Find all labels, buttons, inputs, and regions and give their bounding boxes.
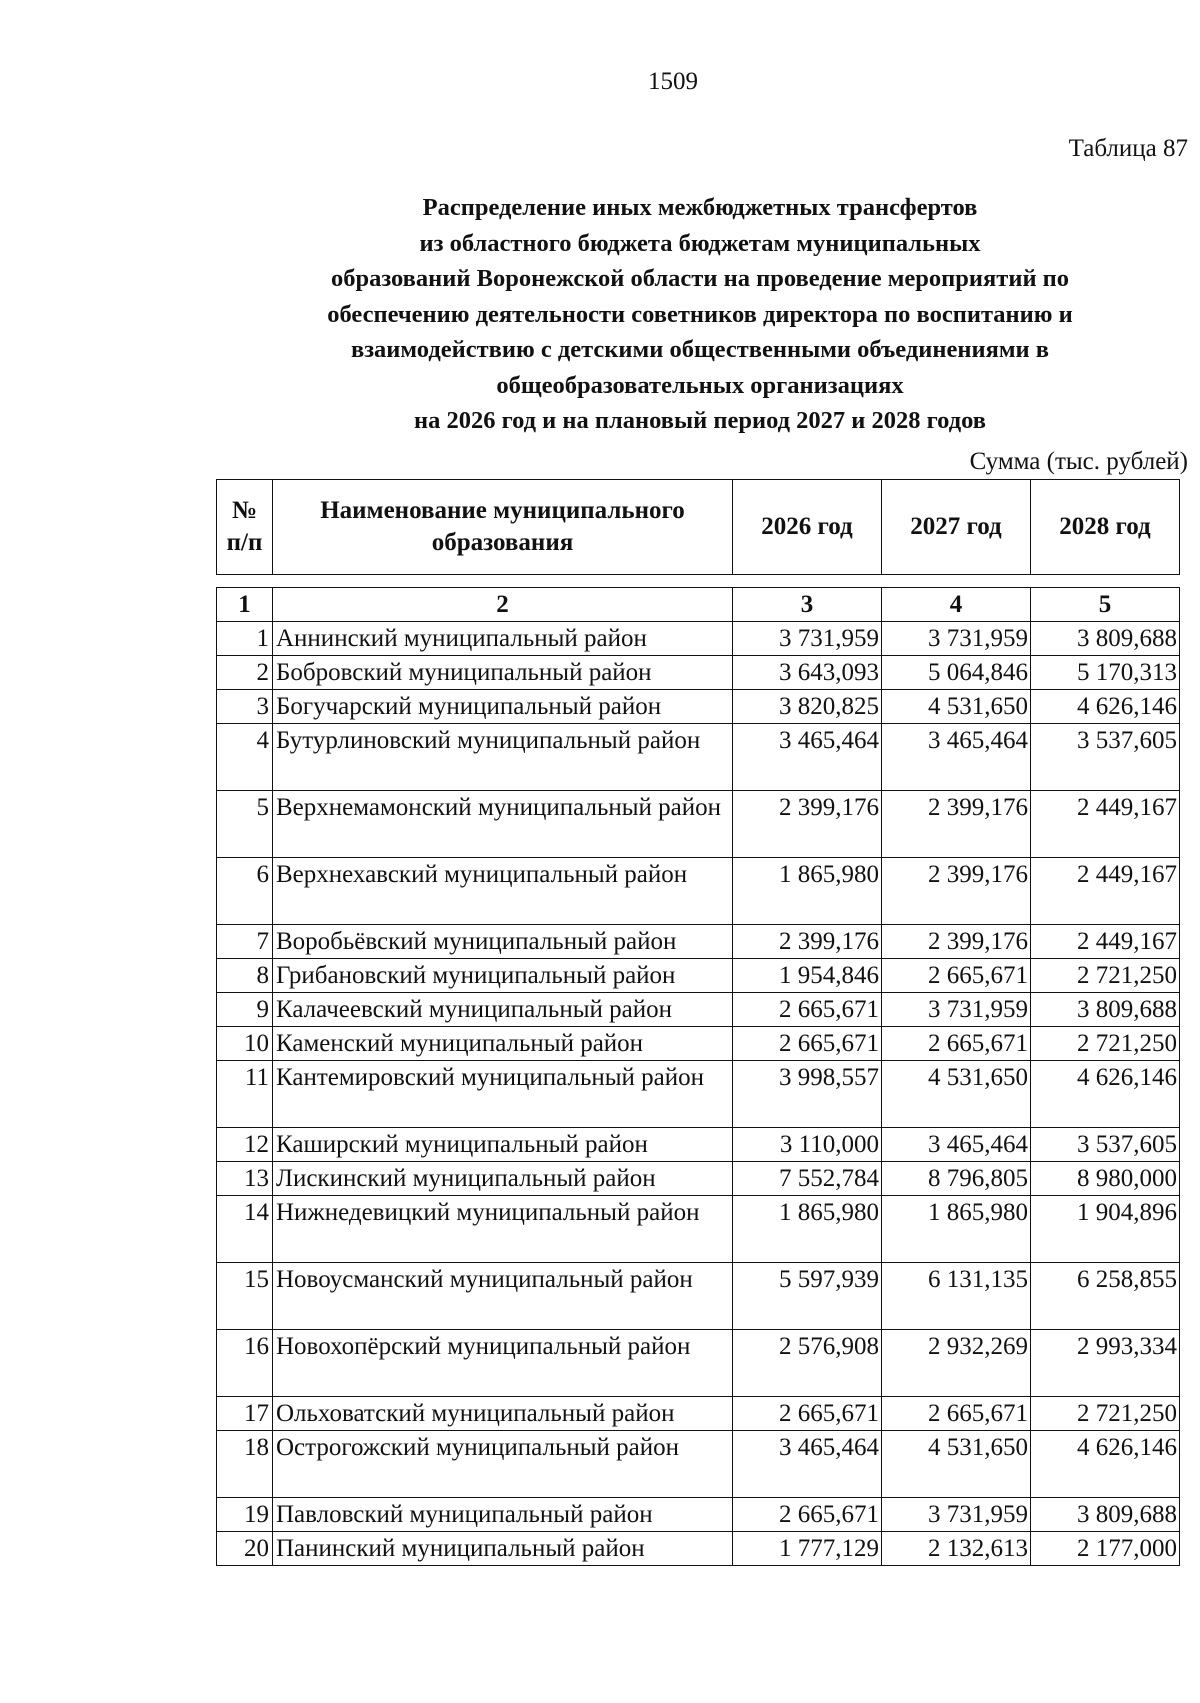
row-name: Бутурлиновский муниципальный район — [273, 724, 733, 791]
value-2028: 3 809,688 — [1031, 622, 1180, 656]
table-row — [217, 724, 1180, 791]
title-line: образований Воронежской области на проведение мероприятий по — [330, 265, 1070, 292]
value-2027: 2 399,176 — [882, 791, 1031, 858]
units-label: Сумма (тыс. рублей) — [969, 448, 1188, 475]
row-number: 6 — [217, 858, 273, 925]
value-2028: 2 721,250 — [1031, 1027, 1180, 1061]
value-2028: 2 449,167 — [1031, 858, 1180, 925]
row-number: 18 — [217, 1431, 273, 1498]
value-2028: 2 177,000 — [1031, 1532, 1180, 1566]
page-number: 1509 — [648, 68, 698, 95]
value-2027: 3 731,959 — [882, 1498, 1031, 1532]
value-2027: 2 932,269 — [882, 1330, 1031, 1397]
header-2028: 2028 год — [1031, 480, 1180, 575]
row-number: 19 — [217, 1498, 273, 1532]
row-number: 1 — [217, 622, 273, 656]
value-2026: 3 820,825 — [733, 690, 882, 724]
value-2027: 1 865,980 — [882, 1196, 1031, 1263]
value-2026: 3 998,557 — [733, 1061, 882, 1128]
row-name: Нижнедевицкий муниципальный район — [273, 1196, 733, 1263]
table-row — [217, 858, 1180, 925]
row-name: Богучарский муниципальный район — [273, 690, 733, 724]
table-header — [216, 479, 1180, 575]
row-number: 12 — [217, 1128, 273, 1162]
row-name: Панинский муниципальный район — [273, 1532, 733, 1566]
index-cell: 1 — [217, 588, 273, 622]
value-2026: 3 731,959 — [733, 622, 882, 656]
row-name: Воробьёвский муниципальный район — [273, 925, 733, 959]
value-2027: 5 064,846 — [882, 656, 1031, 690]
table-row — [217, 622, 1180, 656]
value-2028: 3 537,605 — [1031, 724, 1180, 791]
value-2026: 2 665,671 — [733, 993, 882, 1027]
value-2028: 4 626,146 — [1031, 690, 1180, 724]
value-2027: 4 531,650 — [882, 690, 1031, 724]
row-number: 7 — [217, 925, 273, 959]
column-index-row — [217, 588, 1180, 622]
header-name: Наименование муниципального образования — [273, 480, 733, 575]
value-2028: 3 537,605 — [1031, 1128, 1180, 1162]
title-line: на 2026 год и на плановый период 2027 и 2028 годов — [413, 407, 986, 434]
header-2026: 2026 год — [733, 480, 882, 575]
header-num: № п/п — [217, 480, 273, 575]
value-2026: 5 597,939 — [733, 1263, 882, 1330]
table-row — [217, 1431, 1180, 1498]
row-name: Калачеевский муниципальный район — [273, 993, 733, 1027]
header-row — [217, 480, 1180, 575]
row-name: Аннинский муниципальный район — [273, 622, 733, 656]
table-row — [217, 791, 1180, 858]
value-2027: 6 131,135 — [882, 1263, 1031, 1330]
row-number: 15 — [217, 1263, 273, 1330]
document-title — [230, 190, 1170, 439]
value-2028: 5 170,313 — [1031, 656, 1180, 690]
table-label: Таблица 87 — [1068, 135, 1188, 162]
value-2026: 3 465,464 — [733, 1431, 882, 1498]
row-name: Лискинский муниципальный район — [273, 1162, 733, 1196]
row-number: 16 — [217, 1330, 273, 1397]
table-row — [217, 1397, 1180, 1431]
table-row — [217, 925, 1180, 959]
value-2026: 2 399,176 — [733, 791, 882, 858]
value-2028: 3 809,688 — [1031, 1498, 1180, 1532]
value-2026: 2 665,671 — [733, 1397, 882, 1431]
index-cell: 5 — [1031, 588, 1180, 622]
table-row — [217, 959, 1180, 993]
table-row — [217, 1162, 1180, 1196]
value-2027: 2 665,671 — [882, 1027, 1031, 1061]
row-number: 20 — [217, 1532, 273, 1566]
row-name: Павловский муниципальный район — [273, 1498, 733, 1532]
row-number: 2 — [217, 656, 273, 690]
value-2026: 2 399,176 — [733, 925, 882, 959]
value-2027: 2 665,671 — [882, 1397, 1031, 1431]
value-2026: 1 954,846 — [733, 959, 882, 993]
row-name: Каширский муниципальный район — [273, 1128, 733, 1162]
row-number: 9 — [217, 993, 273, 1027]
value-2026: 7 552,784 — [733, 1162, 882, 1196]
value-2027: 2 665,671 — [882, 959, 1031, 993]
title-line: обеспечению деятельности советников директора по воспитанию и — [327, 300, 1073, 328]
title-line: взаимодействию с детскими общественными объединениями в — [350, 336, 1049, 363]
row-number: 11 — [217, 1061, 273, 1128]
table-row — [217, 690, 1180, 724]
value-2026: 1 777,129 — [733, 1532, 882, 1566]
value-2026: 3 465,464 — [733, 724, 882, 791]
value-2028: 2 449,167 — [1031, 925, 1180, 959]
value-2028: 4 626,146 — [1031, 1061, 1180, 1128]
row-number: 4 — [217, 724, 273, 791]
data-table — [216, 587, 1180, 1566]
value-2028: 1 904,896 — [1031, 1196, 1180, 1263]
table-row — [217, 1027, 1180, 1061]
row-name: Каменский муниципальный район — [273, 1027, 733, 1061]
value-2028: 2 993,334 — [1031, 1330, 1180, 1397]
row-name: Кантемировский муниципальный район — [273, 1061, 733, 1128]
row-name: Грибановский муниципальный район — [273, 959, 733, 993]
table-row — [217, 1330, 1180, 1397]
row-number: 17 — [217, 1397, 273, 1431]
value-2026: 3 110,000 — [733, 1128, 882, 1162]
row-name: Острогожский муниципальный район — [273, 1431, 733, 1498]
value-2026: 2 576,908 — [733, 1330, 882, 1397]
value-2027: 2 132,613 — [882, 1532, 1031, 1566]
title-line: общеобразовательных организациях — [496, 371, 904, 399]
title-line: Распределение иных межбюджетных трансфертов — [422, 194, 978, 221]
index-cell: 4 — [882, 588, 1031, 622]
value-2027: 3 465,464 — [882, 724, 1031, 791]
index-cell: 3 — [733, 588, 882, 622]
value-2028: 8 980,000 — [1031, 1162, 1180, 1196]
value-2028: 2 721,250 — [1031, 959, 1180, 993]
table-row — [217, 1128, 1180, 1162]
value-2027: 3 731,959 — [882, 993, 1031, 1027]
value-2028: 4 626,146 — [1031, 1431, 1180, 1498]
table-row — [217, 1263, 1180, 1330]
value-2026: 3 643,093 — [733, 656, 882, 690]
row-name: Бобровский муниципальный район — [273, 656, 733, 690]
value-2027: 4 531,650 — [882, 1431, 1031, 1498]
value-2026: 1 865,980 — [733, 858, 882, 925]
table-row — [217, 993, 1180, 1027]
value-2027: 3 465,464 — [882, 1128, 1031, 1162]
table-row — [217, 1196, 1180, 1263]
value-2027: 4 531,650 — [882, 1061, 1031, 1128]
value-2026: 2 665,671 — [733, 1027, 882, 1061]
header-2027: 2027 год — [882, 480, 1031, 575]
row-number: 10 — [217, 1027, 273, 1061]
row-name: Верхнемамонский муниципальный район — [273, 791, 733, 858]
value-2028: 2 721,250 — [1031, 1397, 1180, 1431]
table-row — [217, 656, 1180, 690]
table-row — [217, 1532, 1180, 1566]
row-name: Ольховатский муниципальный район — [273, 1397, 733, 1431]
value-2026: 1 865,980 — [733, 1196, 882, 1263]
table-row — [217, 1061, 1180, 1128]
value-2028: 6 258,855 — [1031, 1263, 1180, 1330]
row-number: 8 — [217, 959, 273, 993]
row-name: Верхнехавский муниципальный район — [273, 858, 733, 925]
value-2027: 2 399,176 — [882, 925, 1031, 959]
value-2027: 2 399,176 — [882, 858, 1031, 925]
index-cell: 2 — [273, 588, 733, 622]
title-line: из областного бюджета бюджетам муниципальных — [419, 229, 981, 257]
row-name: Новоусманский муниципальный район — [273, 1263, 733, 1330]
row-number: 3 — [217, 690, 273, 724]
row-number: 13 — [217, 1162, 273, 1196]
table-row — [217, 1498, 1180, 1532]
value-2026: 2 665,671 — [733, 1498, 882, 1532]
value-2028: 3 809,688 — [1031, 993, 1180, 1027]
value-2027: 8 796,805 — [882, 1162, 1031, 1196]
row-number: 5 — [217, 791, 273, 858]
row-number: 14 — [217, 1196, 273, 1263]
value-2027: 3 731,959 — [882, 622, 1031, 656]
row-name: Новохопёрский муниципальный район — [273, 1330, 733, 1397]
value-2028: 2 449,167 — [1031, 791, 1180, 858]
